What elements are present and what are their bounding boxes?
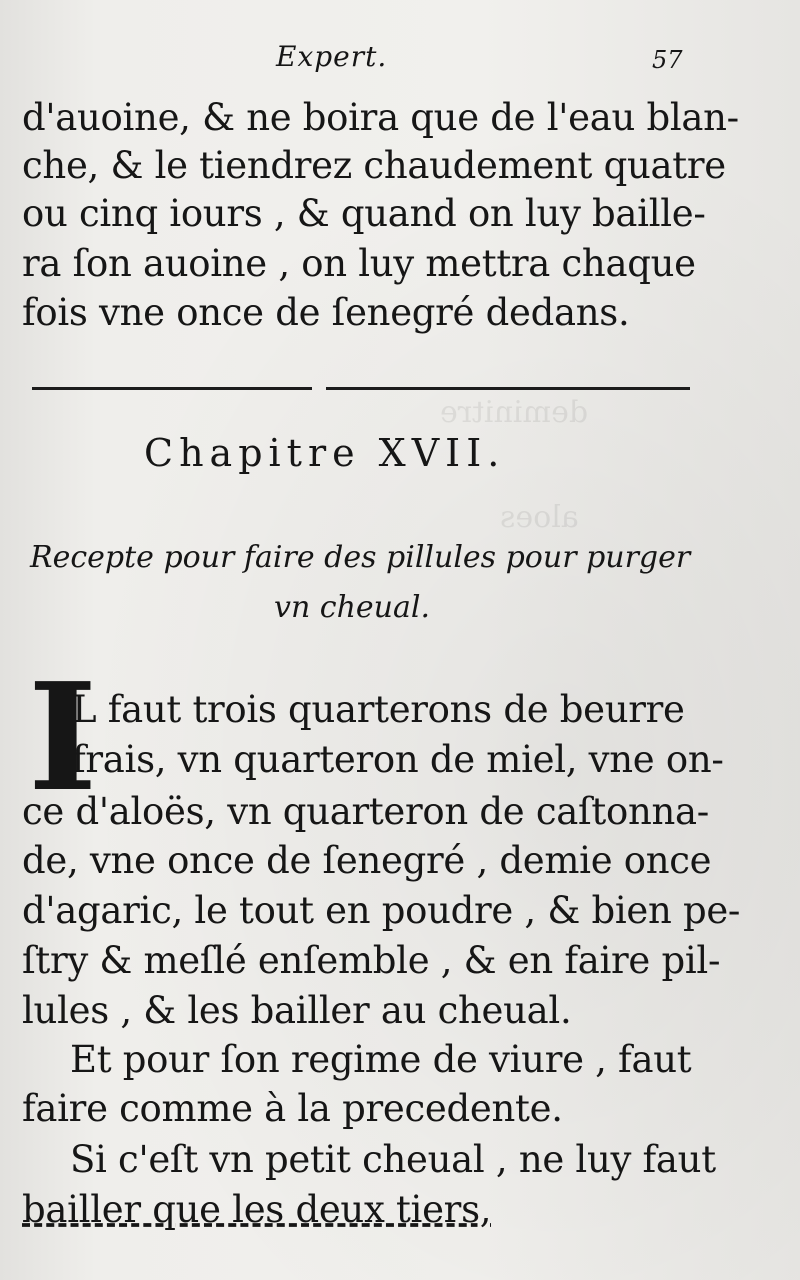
text-line: ra ſon auoine , on luy mettra chaque [22,242,696,285]
page-number: 57 [652,46,683,74]
text-line: frais, vn quarteron de miel, vne on- [72,738,724,781]
text-line: Si c'eſt vn petit cheual , ne luy faut [70,1138,716,1181]
section-rule [32,387,312,390]
drop-cap: I [28,650,98,824]
chapter-subtitle: Recepte pour faire des pillules pour purger [30,540,691,575]
text-line: lules , & les bailler au cheual. [22,989,572,1032]
text-line: de, vne once de ſenegré , demie once [22,839,712,882]
text-line: ſtry & meſlé enſemble , & en faire pil- [22,939,721,982]
text-line: ce d'aloës, vn quarteron de caſtonna- [22,790,709,833]
chapter-heading: Chapitre XVII. [144,431,506,475]
text-line: faire comme à la precedente. [22,1087,563,1130]
text-line: L faut trois quarterons de beurre [72,688,685,731]
text-line: d'agaric, le tout en poudre , & bien pe- [22,889,741,932]
show-through-text: deminitre [440,395,589,430]
text-line: d'auoine, & ne boira que de l'eau blan- [22,96,739,139]
running-title: Expert. [276,40,388,73]
text-line: bailler que les deux tiers, [22,1188,492,1231]
section-rule [326,387,690,390]
text-line: Et pour ſon regime de viure , faut [70,1038,692,1081]
chapter-subtitle: vn cheual. [274,590,431,625]
text-line: ou cinq iours , & quand on luy baille- [22,192,706,235]
show-through-text: aloes [500,500,579,535]
text-line: che, & le tiendrez chaudement quatre [22,144,726,187]
text-line: fois vne once de ſenegré dedans. [22,291,630,334]
